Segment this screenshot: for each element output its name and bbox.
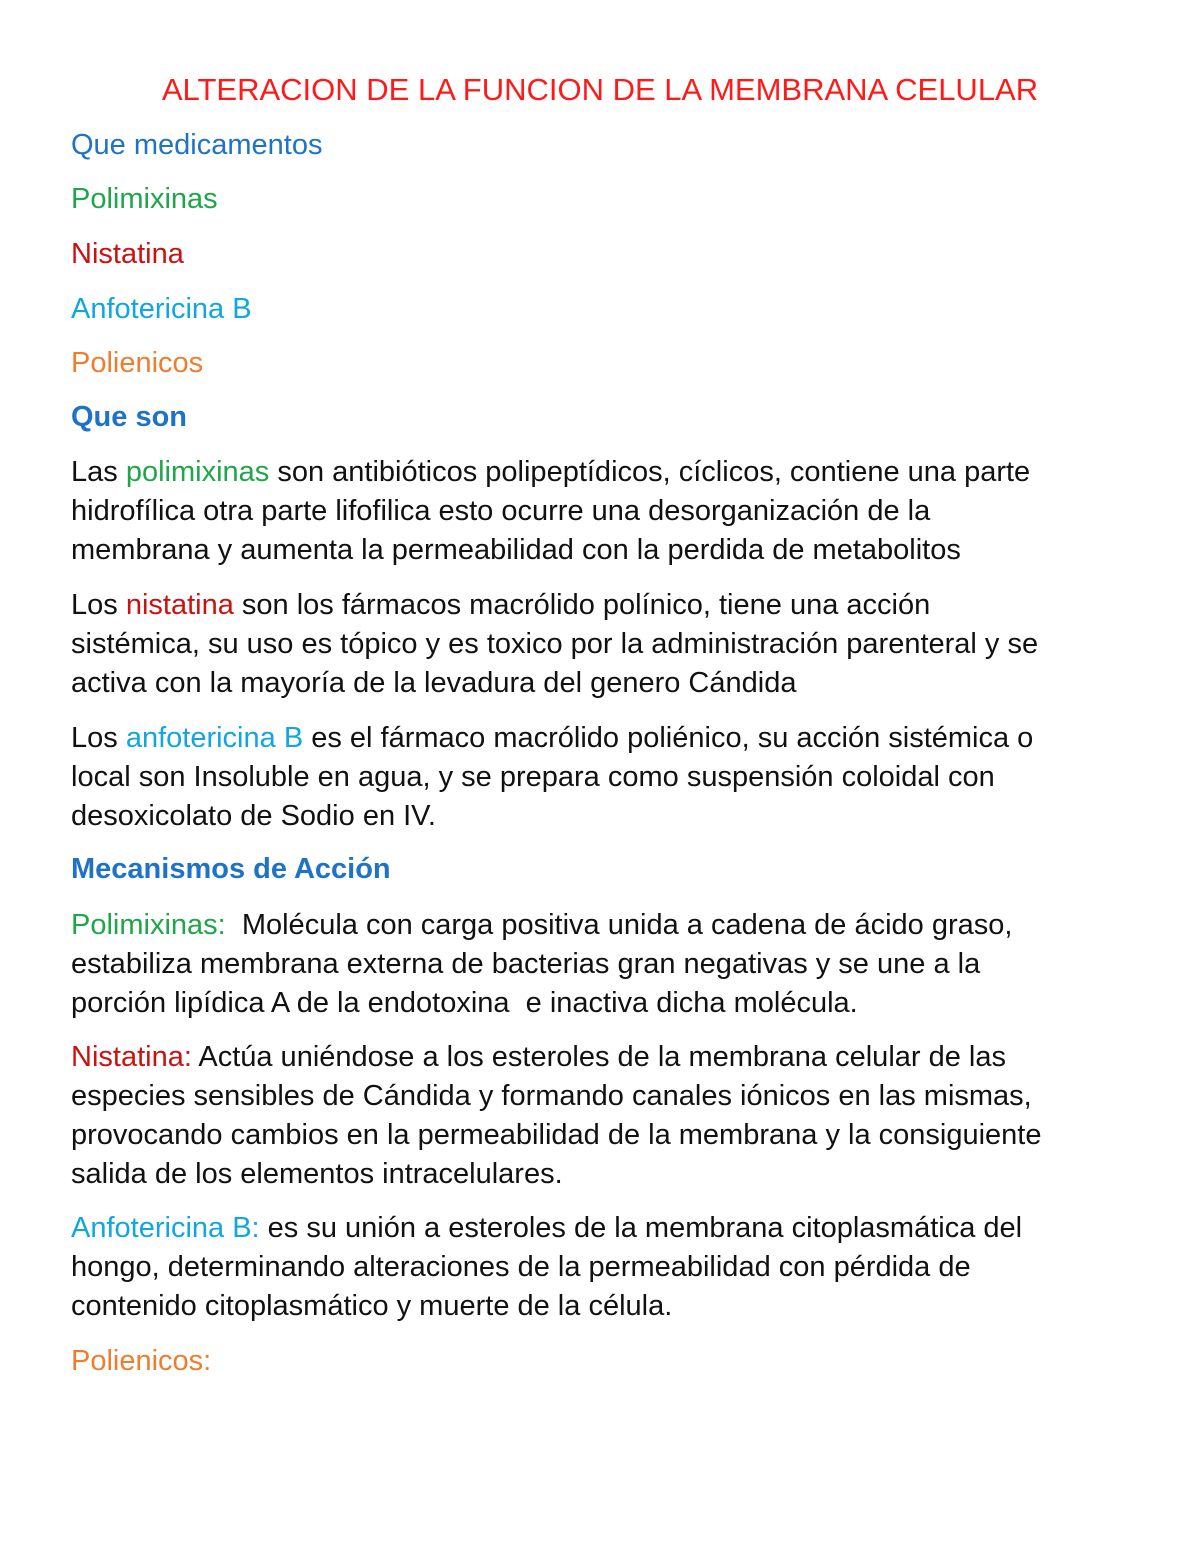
paragraph-line: membrana y aumenta la permeabilidad con la perdida de metabolitos [71, 534, 961, 566]
paragraph-line: activa con la mayoría de la levadura del genero Cándida [71, 667, 797, 699]
term-polimixinas: polimixinas [125, 456, 270, 488]
paragraph-nistatina [71, 586, 1141, 703]
term-polimixinas: Polimixinas: [71, 909, 226, 941]
term-nistatina: Nistatina: [71, 1041, 192, 1073]
paragraph-text: Actúa uniéndose a los esteroles de la membrana celular de las [191, 1041, 1006, 1073]
paragraph-line: porción lipídica A de la endotoxina e inactiva dicha molécula. [71, 987, 858, 1019]
paragraph-line: contenido citoplasmático y muerte de la célula. [71, 1290, 673, 1322]
paragraph-prefix: Los [71, 589, 126, 621]
paragraph-text: son los fármacos macrólido polínico, tiene una acción [233, 589, 931, 621]
drug-item-polimixinas: Polimixinas [71, 183, 218, 215]
paragraph-line [71, 1038, 1141, 1077]
paragraph-line: local son Insoluble en agua, y se prepara como suspensión coloidal con [71, 761, 995, 793]
paragraph-line [71, 906, 1141, 945]
paragraph-line: hongo, determinando alteraciones de la permeabilidad con pérdida de [71, 1251, 971, 1283]
section-heading-mecanismos: Mecanismos de Acción [71, 853, 391, 885]
term-nistatina: nistatina [125, 589, 234, 621]
mechanism-polimixinas [71, 906, 1141, 1023]
mechanism-nistatina [71, 1038, 1141, 1194]
paragraph-text: son antibióticos polipeptídicos, cíclicos, contiene una parte [269, 456, 1031, 488]
paragraph-line: especies sensibles de Cándida y formando canales iónicos en las mismas, [71, 1080, 1032, 1112]
document-title: ALTERACION DE LA FUNCION DE LA MEMBRANA CELULAR [161, 72, 1039, 107]
mechanism-polienicos [71, 1342, 1141, 1381]
drug-item-nistatina: Nistatina [71, 238, 184, 270]
paragraph-line: provocando cambios en la permeabilidad de la membrana y la consiguiente [71, 1119, 1042, 1151]
mechanism-anfotericina [71, 1209, 1141, 1326]
paragraph-polimixinas [71, 453, 1141, 570]
paragraph-line: desoxicolato de Sodio en IV. [71, 800, 436, 832]
paragraph-line: sistémica, su uso es tópico y es toxico por la administración parenteral y se [71, 628, 1039, 660]
paragraph-line [71, 586, 1141, 625]
paragraph-line [71, 719, 1141, 758]
paragraph-anfotericina [71, 719, 1141, 836]
paragraph-line [71, 1209, 1141, 1248]
paragraph-line: hidrofílica otra parte lifofilica esto ocurre una desorganización de la [71, 495, 931, 527]
term-anfotericina: anfotericina B [125, 722, 304, 754]
drug-item-polienicos: Polienicos [71, 347, 204, 379]
paragraph-text: es el fármaco macrólido poliénico, su acción sistémica o [303, 722, 1034, 754]
paragraph-text: Molécula con carga positiva unida a cadena de ácido graso, [225, 909, 1013, 941]
term-anfotericina: Anfotericina B: [71, 1212, 260, 1244]
paragraph-line: estabiliza membrana externa de bacterias gran negativas y se une a la [71, 948, 981, 980]
paragraph-text: es su unión a esteroles de la membrana citoplasmática del [259, 1212, 1023, 1244]
list-heading: Que medicamentos [71, 129, 323, 161]
paragraph-prefix: Las [71, 456, 126, 488]
paragraph-line [71, 453, 1141, 492]
section-heading-que-son: Que son [71, 401, 188, 433]
paragraph-prefix: Los [71, 722, 126, 754]
paragraph-line: salida de los elementos intracelulares. [71, 1158, 563, 1190]
drug-item-anfotericina: Anfotericina B [71, 293, 252, 325]
term-polienicos: Polienicos: [71, 1345, 212, 1377]
